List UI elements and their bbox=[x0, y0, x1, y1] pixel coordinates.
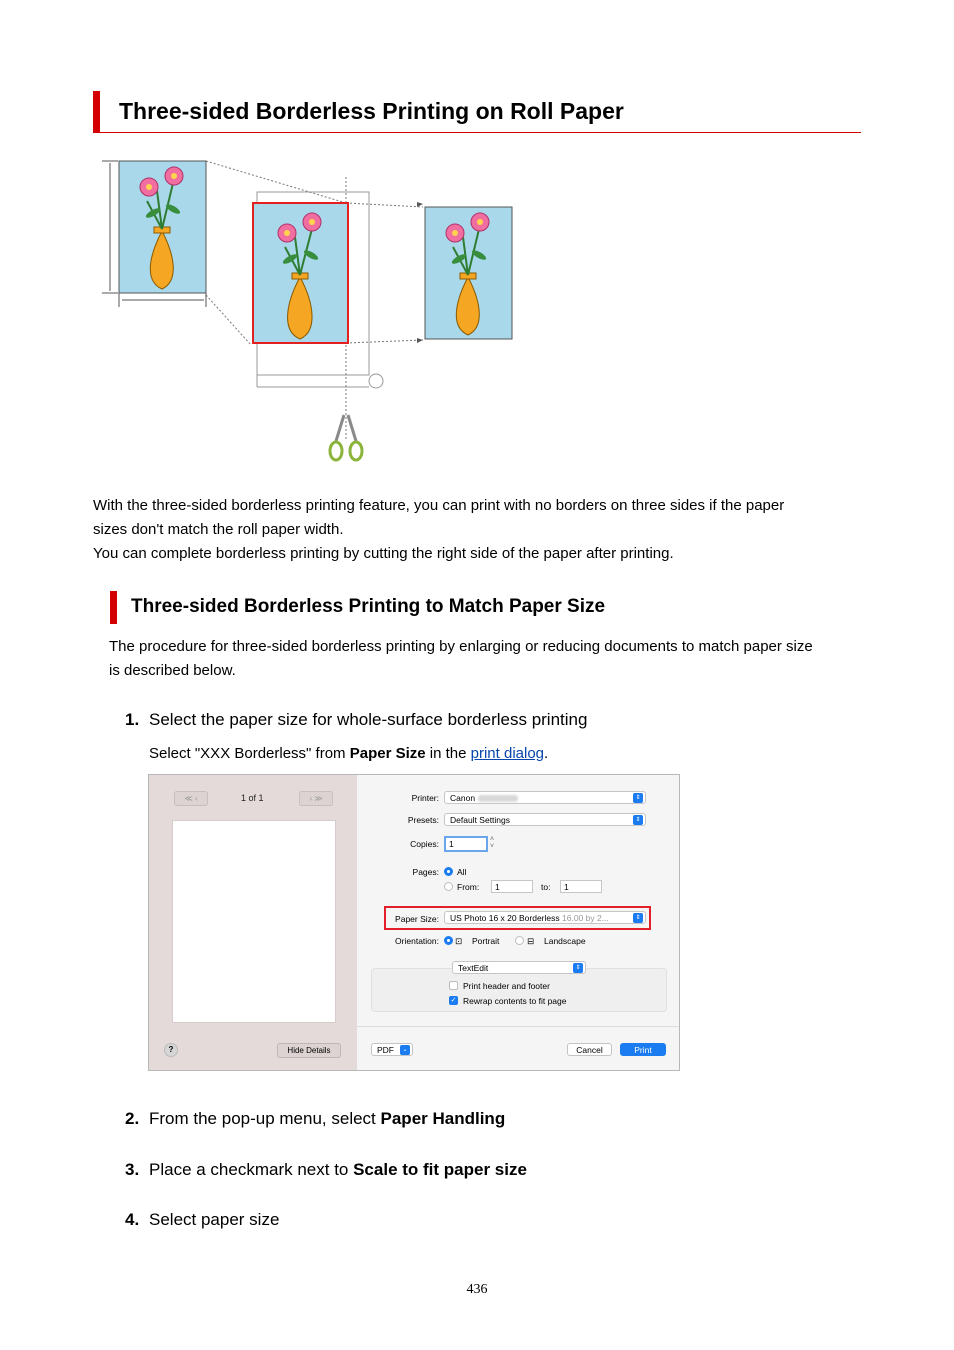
prev-page-button[interactable]: ≪ ‹ bbox=[174, 791, 208, 806]
paper-size-detail: 16.00 by 2... bbox=[562, 913, 609, 923]
paper-size-value: US Photo 16 x 20 Borderless bbox=[450, 913, 560, 923]
updown-icon: ⇕ bbox=[633, 815, 643, 825]
printer-value: Canon bbox=[450, 793, 476, 803]
next-page-button[interactable]: › ≫ bbox=[299, 791, 333, 806]
step-1-instruction bbox=[149, 745, 548, 762]
print-dialog bbox=[148, 774, 680, 1071]
pages-from-radio[interactable] bbox=[444, 882, 453, 891]
procedure-line-1: The procedure for three-sided borderless printing by enlarging or reducing documents to match paper size bbox=[109, 638, 813, 655]
pages-from-label: From: bbox=[457, 882, 480, 892]
landscape-radio[interactable] bbox=[515, 936, 524, 945]
print-header-checkbox[interactable] bbox=[449, 981, 458, 990]
intro-line-2: sizes don't match the roll paper width. bbox=[93, 521, 344, 538]
copies-input[interactable]: 1 bbox=[444, 836, 488, 852]
instruction-text: Select "XXX Borderless" from bbox=[149, 745, 350, 762]
presets-value: Default Settings bbox=[450, 815, 511, 825]
step-text-bold: Scale to fit paper size bbox=[353, 1160, 527, 1179]
chevron-down-icon: ⌄ bbox=[400, 1045, 410, 1055]
instruction-text: in the bbox=[425, 745, 471, 762]
original-image bbox=[119, 161, 206, 293]
step-3 bbox=[125, 1160, 725, 1182]
printer-label: Printer: bbox=[411, 793, 439, 803]
page-indicator: 1 of 1 bbox=[241, 793, 264, 803]
updown-icon: ⇕ bbox=[633, 913, 643, 923]
pages-all-radio[interactable] bbox=[444, 867, 453, 876]
preview-pane bbox=[149, 775, 357, 1070]
to-label: to: bbox=[541, 882, 551, 892]
page-title: Three-sided Borderless Printing on Roll Paper bbox=[119, 98, 624, 124]
to-input[interactable]: 1 bbox=[560, 880, 602, 893]
page-number: 436 bbox=[466, 1282, 488, 1297]
preview-page bbox=[172, 820, 336, 1023]
enlarged-image bbox=[253, 203, 348, 343]
from-input[interactable]: 1 bbox=[491, 880, 533, 893]
procedure-line-2: is described below. bbox=[109, 662, 236, 679]
instruction-bold: Paper Size bbox=[349, 745, 426, 762]
help-button[interactable]: ? bbox=[164, 1043, 178, 1057]
settings-pane bbox=[357, 775, 679, 1070]
print-button[interactable]: Print bbox=[620, 1043, 666, 1056]
hide-details-button[interactable]: Hide Details bbox=[277, 1043, 341, 1058]
portrait-radio[interactable] bbox=[444, 936, 453, 945]
paper-size-select[interactable] bbox=[444, 911, 646, 924]
updown-icon: ⇕ bbox=[573, 963, 583, 973]
section-heading: Three-sided Borderless Printing to Match Paper Size bbox=[131, 596, 606, 617]
step-text bbox=[149, 1160, 527, 1180]
pages-label: Pages: bbox=[412, 867, 439, 877]
step-number: 4. bbox=[125, 1210, 140, 1229]
heading-underline bbox=[100, 132, 861, 133]
step-text: Select paper size bbox=[149, 1210, 280, 1229]
updown-icon: ⇕ bbox=[633, 793, 643, 803]
landscape-icon: ⊟ bbox=[527, 936, 535, 946]
rewrap-checkbox[interactable]: ✓ bbox=[450, 997, 457, 1004]
intro-line-3: You can complete borderless printing by cutting the right side of the paper after printing. bbox=[93, 545, 674, 562]
print-dialog-link[interactable]: print dialog bbox=[470, 745, 545, 762]
presets-label: Presets: bbox=[407, 815, 439, 825]
step-number: 2. bbox=[125, 1109, 140, 1128]
app-menu-select[interactable] bbox=[452, 961, 586, 974]
instruction-text: . bbox=[544, 745, 549, 762]
copies-label: Copies: bbox=[410, 839, 439, 849]
pdf-label: PDF bbox=[377, 1045, 394, 1055]
stepper-icon[interactable]: ˄ ˅ bbox=[490, 836, 495, 850]
landscape-label: Landscape bbox=[544, 936, 586, 946]
rewrap-label: Rewrap contents to fit page bbox=[463, 996, 567, 1006]
subheading-accent-bar bbox=[110, 591, 117, 624]
step-number: 1. bbox=[125, 710, 140, 729]
cancel-button[interactable]: Cancel bbox=[567, 1043, 612, 1056]
step-text bbox=[149, 1109, 505, 1129]
footer-divider bbox=[357, 1026, 679, 1027]
step-text-bold: Paper Handling bbox=[380, 1109, 506, 1128]
pdf-menu-button[interactable] bbox=[371, 1043, 413, 1056]
intro-line-1: With the three-sided borderless printing feature, you can print with no borders on three sides if the paper bbox=[93, 497, 785, 514]
step-2 bbox=[125, 1109, 725, 1131]
step-text: Select the paper size for whole-surface borderless printing bbox=[149, 710, 588, 729]
printer-select[interactable] bbox=[444, 791, 646, 804]
step-4 bbox=[125, 1210, 725, 1232]
step-text-prefix: Place a checkmark next to bbox=[149, 1160, 354, 1179]
step-1 bbox=[125, 710, 725, 732]
redacted-model bbox=[478, 795, 518, 802]
orientation-label: Orientation: bbox=[395, 936, 439, 946]
heading-accent-bar bbox=[93, 91, 100, 133]
portrait-icon: ⊡ bbox=[455, 936, 463, 946]
pages-all-label: All bbox=[457, 867, 467, 877]
portrait-label: Portrait bbox=[472, 936, 500, 946]
result-image bbox=[425, 207, 512, 339]
borderless-roll-paper-illustration bbox=[98, 155, 514, 469]
app-menu-value: TextEdit bbox=[458, 963, 489, 973]
paper-size-label: Paper Size: bbox=[395, 914, 439, 924]
step-text-prefix: From the pop-up menu, select bbox=[149, 1109, 381, 1128]
step-number: 3. bbox=[125, 1160, 140, 1179]
presets-select[interactable] bbox=[444, 813, 646, 826]
print-header-label: Print header and footer bbox=[463, 981, 550, 991]
